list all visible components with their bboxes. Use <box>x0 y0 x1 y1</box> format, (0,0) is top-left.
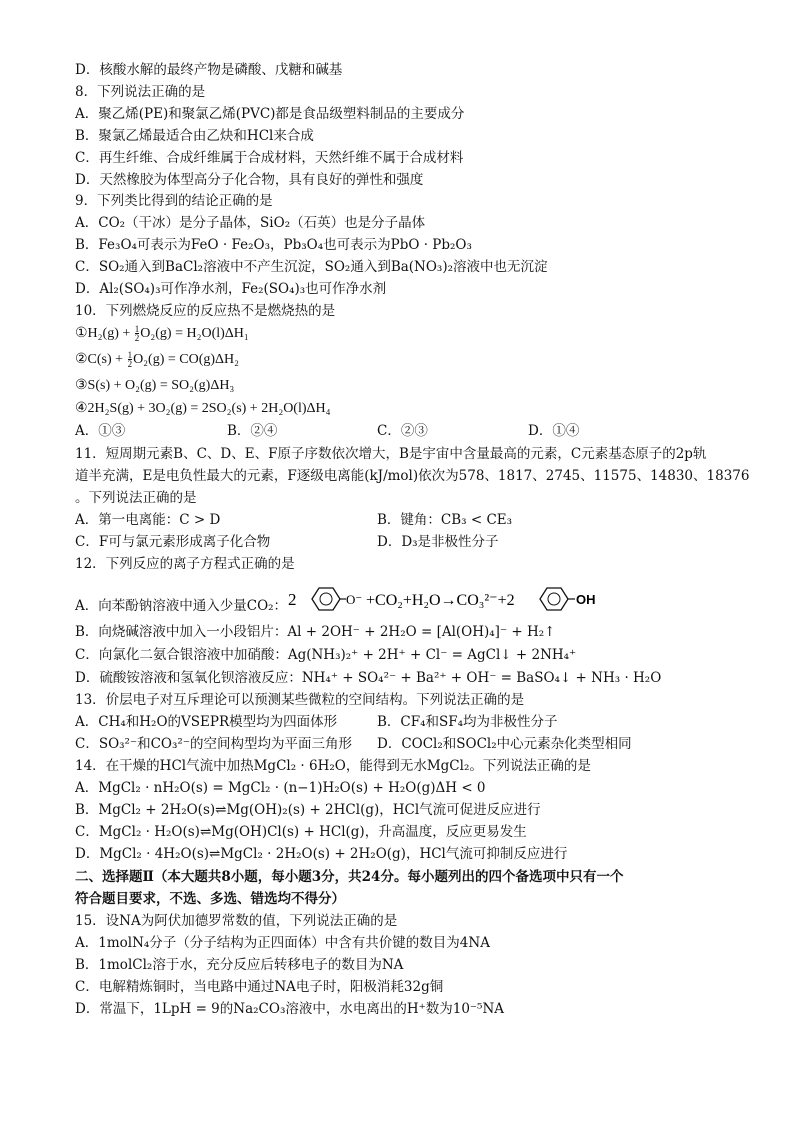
q8-option-d: D．天然橡胶为体型高分子化合物，具有良好的弹性和强度 <box>75 172 424 188</box>
eq1-right: O₂(g) = H₂O(l)ΔH₁ <box>140 326 249 341</box>
q8-option-a: A．聚乙烯(PE)和聚氯乙烯(PVC)都是食品级塑料制品的主要成分 <box>75 106 465 122</box>
reaction-middle: +CO₂+H₂O→CO₃²⁻+2 <box>366 592 515 609</box>
q15-option-d: D．常温下，1LpH = 9的Na₂CO₃溶液中，水电离出的H⁺数为10⁻⁵NA <box>75 1001 505 1017</box>
half-fraction <box>128 351 133 368</box>
q10-option-a: A．①③ <box>75 423 126 439</box>
q14-option-d: D．MgCl₂ · 4H₂O(s)⇌MgCl₂ · 2H₂O(s) + 2H₂O(g)，HCl气流可抑制反应进行 <box>75 846 568 862</box>
coefficient-2: 2 <box>288 590 297 609</box>
q11-stem-line3: 。下列说法正确的是 <box>75 490 197 506</box>
q14-option-c: C．MgCl₂ · H₂O(s)⇌Mg(OH)Cl(s) + HCl(g)，升高温度，反应更易发生 <box>75 824 527 840</box>
fraction-numerator: 1 <box>127 350 133 361</box>
q8-stem: 8．下列说法正确的是 <box>75 84 206 100</box>
eq2-right: O₂(g) = CO(g)ΔH₂ <box>133 352 240 367</box>
q10-equation-2 <box>75 350 734 370</box>
q11-options-row1 <box>75 510 734 530</box>
fraction-numerator: 1 <box>134 324 140 335</box>
q10-equation-1 <box>75 324 734 344</box>
q10-equation-4: ④2H₂S(g) + 3O₂(g) = 2SO₂(s) + 2H₂O(l)ΔH₄ <box>75 401 331 416</box>
q9-option-d: D．Al₂(SO₄)₃可作净水剂，Fe₂(SO₄)₃也可作净水剂 <box>75 281 387 297</box>
q11-option-d: D．D₃是非极性分子 <box>377 534 499 550</box>
q9-option-a: A．CO₂（干冰）是分子晶体，SiO₂（石英）也是分子晶体 <box>75 215 426 231</box>
q15-stem: 15．设NA为阿伏加德罗常数的值，下列说法正确的是 <box>75 913 398 929</box>
q11-stem-line2: 道半充满，E是电负性最大的元素，F逐级电离能(kJ/mol)依次为578、1817、2745、11575、14830、18376 <box>75 468 750 484</box>
aromatic-circle-icon <box>320 593 332 605</box>
q13-options-row2 <box>75 734 734 754</box>
q12-stem: 12．下列反应的离子方程式正确的是 <box>75 556 295 572</box>
q9-stem: 9．下列类比得到的结论正确的是 <box>75 193 273 209</box>
q12-option-a-text: A．向苯酚钠溶液中通入少量CO₂： <box>75 598 288 614</box>
aromatic-circle-icon <box>548 593 560 605</box>
q13-option-d: D．COCl₂和SOCl₂中心元素杂化类型相同 <box>377 736 632 752</box>
q15-option-b: B．1molCl₂溶于水，充分反应后转移电子的数目为NA <box>75 957 404 973</box>
q12-option-c: C．向氯化二氨合银溶液中加硝酸：Ag(NH₃)₂⁺ + 2H⁺ + Cl⁻ = AgCl↓ + 2NH₄⁺ <box>75 647 577 663</box>
phenoxide-equation-graphic <box>282 582 612 616</box>
section-2-heading-line2: 符合题目要求，不选、多选、错选均不得分） <box>75 891 345 907</box>
q12-option-b: B．向烧碱溶液中加入一小段铝片：Al + 2OH⁻ + 2H₂O = [Al(OH)₄]⁻ + H₂↑ <box>75 624 556 640</box>
eq2-left: ②C(s) + <box>75 352 127 367</box>
q12-option-d: D．硫酸铵溶液和氢氧化钡溶液反应：NH₄⁺ + SO₄²⁻ + Ba²⁺ + OH⁻ = BaSO₄↓ + NH₃ · H₂O <box>75 670 662 686</box>
q9-option-b: B．Fe₃O₄可表示为FeO · Fe₂O₃，Pb₃O₄也可表示为PbO · Pb₂O₃ <box>75 237 472 253</box>
eq1-left: ①H₂(g) + <box>75 326 134 341</box>
q10-equation-3: ③S(s) + O₂(g) = SO₂(g)ΔH₃ <box>75 378 235 393</box>
q11-option-b: B．键角：CB₃ < CE₃ <box>377 512 513 528</box>
half-fraction <box>135 325 140 342</box>
q11-option-a: A．第一电离能：C > D <box>75 512 221 528</box>
q13-option-a: A．CH₄和H₂O的VSEPR模型均为四面体形 <box>75 714 338 730</box>
q15-option-c: C．电解精炼铜时，当电路中通过NA电子时，阳极消耗32g铜 <box>75 979 444 995</box>
benzene-ring-icon <box>540 588 568 610</box>
fraction-denominator: 2 <box>134 333 140 344</box>
q8-option-b: B．聚氯乙烯最适合由乙炔和HCl来合成 <box>75 128 314 144</box>
q13-options-row1 <box>75 712 734 732</box>
phenoxide-label: O⁻ <box>346 592 363 607</box>
q8-option-c: C．再生纤维、合成纤维属于合成材料，天然纤维不属于合成材料 <box>75 150 464 166</box>
q10-option-c: C．②③ <box>377 423 428 439</box>
q13-option-c: C．SO₃²⁻和CO₃²⁻的空间构型均为平面三角形 <box>75 736 352 752</box>
section-2-heading-line1: 二、选择题Ⅱ（本大题共8小题，每小题3分，共24分。每小题列出的四个备选项中只有一个 <box>75 869 624 885</box>
q11-option-c: C．F可与氯元素形成离子化合物 <box>75 534 271 550</box>
phenol-oh-label: OH <box>576 592 596 607</box>
q7-option-d: D．核酸水解的最终产物是磷酸、戊糖和碱基 <box>75 62 343 78</box>
q14-option-b: B．MgCl₂ + 2H₂O(s)⇌Mg(OH)₂(s) + 2HCl(g)，HCl气流可促进反应进行 <box>75 802 541 818</box>
q13-stem: 13．价层电子对互斥理论可以预测某些微粒的空间结构。下列说法正确的是 <box>75 692 525 708</box>
q10-option-d: D．①④ <box>528 423 580 439</box>
q10-stem: 10．下列燃烧反应的反应热不是燃烧热的是 <box>75 303 336 319</box>
q15-option-a: A．1molN₄分子（分子结构为正四面体）中含有共价键的数目为4NA <box>75 935 490 951</box>
q13-option-b: B．CF₄和SF₄均为非极性分子 <box>377 714 558 730</box>
q10-option-b: B．②④ <box>227 423 278 439</box>
q14-option-a: A．MgCl₂ · nH₂O(s) = MgCl₂ · (n−1)H₂O(s) + H₂O(g)ΔH < 0 <box>75 780 486 796</box>
q14-stem: 14．在干燥的HCl气流中加热MgCl₂ · 6H₂O，能得到无水MgCl₂。下列说法正确的是 <box>75 758 591 774</box>
q9-option-c: C．SO₂通入到BaCl₂溶液中不产生沉淀，SO₂通入到Ba(NO₃)₂溶液中也无沉淀 <box>75 259 548 275</box>
q11-stem-line1: 11．短周期元素B、C、D、E、F原子序数依次增大，B是宇宙中含量最高的元素，C元素基态原子的2p轨 <box>75 446 707 462</box>
q11-options-row2 <box>75 532 734 552</box>
benzene-ring-icon <box>312 588 340 610</box>
fraction-denominator: 2 <box>127 359 133 370</box>
